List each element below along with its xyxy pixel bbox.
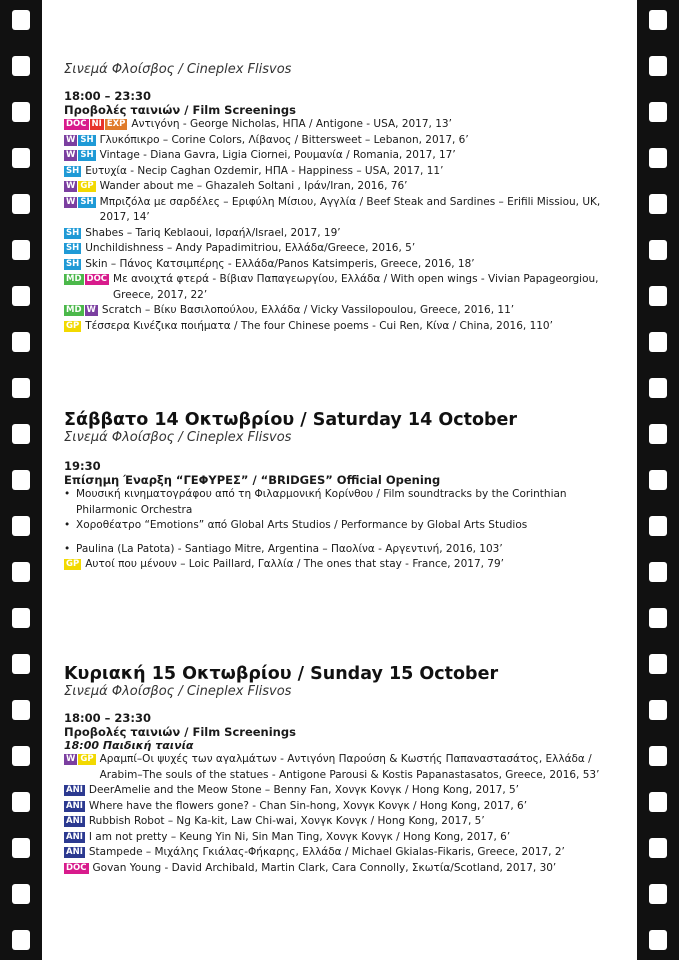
film-entry <box>64 783 624 799</box>
film-entry <box>64 814 624 830</box>
film-entry-text: Scratch – Βίκυ Βασιλοπούλου, Ελλάδα / Vicky Vassilopoulou, Greece, 2016, 11’ <box>101 304 515 316</box>
film-entry <box>64 799 624 815</box>
category-badge-sh: SH <box>66 258 80 269</box>
category-badge-doc: DOC <box>86 274 108 284</box>
film-perforation <box>649 56 667 76</box>
category-badge-sh: SH <box>80 134 94 145</box>
category-badge-gp: GP <box>80 181 94 191</box>
category-badges <box>64 845 85 858</box>
category-badges <box>64 241 81 254</box>
film-entry <box>64 195 624 226</box>
film-entry <box>64 272 624 303</box>
category-badge-gp: GP <box>66 320 80 331</box>
film-perforation <box>12 424 30 444</box>
venue-label: Σινεμά Φλοίσβος / Cineplex Flisvos <box>64 430 292 445</box>
film-entry-text: Skin – Πάνος Κατσιμπέρης - Ελλάδα/Panos Katsimperis, Greece, 2016, 18’ <box>85 257 475 270</box>
film-list <box>64 557 624 573</box>
category-badge-ani: ANI <box>66 831 83 842</box>
category-badge-ani: ANI <box>66 800 83 811</box>
film-perforation <box>12 332 30 352</box>
time-range: 18:00 – 23:30 <box>64 89 151 103</box>
category-badges <box>64 752 96 765</box>
film-entry-text: Vintage - Diana Gavra, Ligia Ciornei, Ρουμανία / Romania, 2017, 17’ <box>99 149 456 161</box>
time-range: 18:00 – 23:30 <box>64 711 151 725</box>
category-badge-sh: SH <box>66 227 80 238</box>
category-badges <box>64 117 127 130</box>
film-entry <box>64 319 624 335</box>
film-entry <box>64 861 624 877</box>
film-strip-right <box>637 0 679 960</box>
film-perforation <box>12 884 30 904</box>
film-entry-text: Γλυκόπικρο – Corine Colors, Λίβανος / Bittersweet – Lebanon, 2017, 6’ <box>99 133 469 146</box>
film-entry-text: Wander about me – Ghazaleh Soltani , Ιράν/Iran, 2016, 76’ <box>99 180 408 192</box>
category-badges <box>64 164 81 177</box>
film-perforation <box>649 194 667 214</box>
film-perforation <box>12 102 30 122</box>
film-list <box>64 752 624 876</box>
film-perforation <box>12 286 30 306</box>
film-entry <box>64 557 624 573</box>
day-title: Κυριακή 15 Οκτωβρίου / Sunday 15 October <box>64 664 499 684</box>
category-badges <box>64 179 96 192</box>
film-perforation <box>12 516 30 536</box>
category-badge-doc: DOC <box>66 119 87 129</box>
category-badge-ani: ANI <box>66 816 83 826</box>
category-badge-doc: DOC <box>66 862 87 873</box>
category-badge-w: W <box>86 305 96 315</box>
film-perforation <box>12 700 30 720</box>
film-entry <box>64 179 624 195</box>
film-perforation <box>649 746 667 766</box>
category-badge-sh: SH <box>66 243 80 253</box>
film-perforation <box>649 654 667 674</box>
category-badge-w: W <box>66 181 76 191</box>
film-perforation <box>649 424 667 444</box>
list-item: • Χοροθέατρο “Emotions” από Global Arts Studios / Performance by Global Arts Studios <box>64 519 528 531</box>
film-entry-text: Αυτοί που μένουν – Loic Paillard, Γαλλία / The ones that stay - France, 2017, 79’ <box>85 558 504 570</box>
film-entry <box>64 752 624 783</box>
film-perforation <box>12 654 30 674</box>
category-badge-md: MD <box>66 305 82 315</box>
film-perforation <box>649 470 667 490</box>
category-badge-w: W <box>66 134 76 145</box>
film-perforation <box>649 332 667 352</box>
category-badges <box>64 814 85 827</box>
category-badge-gp: GP <box>66 559 80 569</box>
list-item: • Μουσική κινηματογράφου από τη Φιλαρμονική Κορίνθου / Film soundtracks by the Corinthian Philarmonic Orchestra <box>64 488 567 516</box>
film-perforation <box>12 838 30 858</box>
film-list <box>64 117 624 334</box>
film-perforation <box>649 240 667 260</box>
film-perforation <box>12 792 30 812</box>
film-entry <box>64 164 624 180</box>
film-entry <box>64 148 624 164</box>
category-badge-sh: SH <box>66 165 80 176</box>
film-perforation <box>649 148 667 168</box>
film-entry-text: I am not pretty – Keung Yin Ni, Sin Man Ting, Χονγκ Κονγκ / Hong Kong, 2017, 6’ <box>88 830 511 843</box>
film-entry-text: Rubbish Robot – Ng Ka-kit, Law Chi-wai, Χονγκ Κονγκ / Hong Kong, 2017, 5’ <box>88 815 485 827</box>
film-perforation <box>12 746 30 766</box>
film-strip-left <box>0 0 42 960</box>
time-label: 19:30 <box>64 459 101 473</box>
film-entry-text: Τέσσερα Κινέζικα ποιήματα / The four Chinese poems - Cui Ren, Κίνα / China, 2016, 110’ <box>85 319 553 332</box>
category-badges <box>64 861 89 874</box>
film-entry-text: Ευτυχία - Necip Caghan Ozdemir, ΗΠΑ - Happiness – USA, 2017, 11’ <box>85 164 444 177</box>
category-badge-sh: SH <box>80 196 94 207</box>
film-perforation <box>12 194 30 214</box>
film-perforation <box>12 470 30 490</box>
category-badge-gp: GP <box>80 754 94 764</box>
film-perforation <box>649 838 667 858</box>
category-badges <box>64 319 81 332</box>
film-entry-text: Μπριζόλα με σαρδέλες – Εριφύλη Μίσιου, Αγγλία / Beef Steak and Sardines – Erifili Missiou, UK, 2017, 14’ <box>99 195 601 223</box>
film-entry <box>64 226 624 242</box>
venue-label: Σινεμά Φλοίσβος / Cineplex Flisvos <box>64 62 292 77</box>
category-badges <box>64 783 85 796</box>
film-entry-text: Stampede – Μιχάλης Γκιάλας-Φήκαρης, Ελλάδα / Michael Gkialas-Fikaris, Greece, 2017, 2’ <box>88 846 565 858</box>
category-badges <box>64 133 96 146</box>
day-title: Σάββατο 14 Οκτωβρίου / Saturday 14 October <box>64 410 518 430</box>
section-heading: Προβολές ταινιών / Film Screenings <box>64 103 296 117</box>
section-day-2 <box>64 410 624 573</box>
section-heading: Επίσημη Έναρξη “ΓΕΦΥΡΕΣ” / “BRIDGES” Official Opening <box>64 473 441 487</box>
category-badge-w: W <box>66 754 76 764</box>
film-entry <box>64 257 624 273</box>
category-badges <box>64 303 98 316</box>
category-badge-w: W <box>66 150 76 160</box>
film-entry-text: Govan Young - David Archibald, Martin Clark, Cara Connolly, Σκωτία/Scotland, 2017, 30’ <box>92 861 557 874</box>
film-perforation <box>649 10 667 30</box>
film-entry <box>64 117 624 133</box>
film-entry-text: Shabes – Tariq Keblaoui, Ισραήλ/Israel, 2017, 19’ <box>85 226 341 239</box>
film-entry <box>64 133 624 149</box>
film-perforation <box>12 562 30 582</box>
category-badge-sh: SH <box>80 150 94 160</box>
film-entry <box>64 845 624 861</box>
category-badges <box>64 226 81 239</box>
category-badge-ani: ANI <box>66 785 83 795</box>
venue-label: Σινεμά Φλοίσβος / Cineplex Flisvos <box>64 684 292 699</box>
film-perforation <box>649 562 667 582</box>
subheading: 18:00 Παιδική ταινία <box>64 739 194 752</box>
film-entry <box>64 241 624 257</box>
category-badges <box>64 799 85 812</box>
film-perforation <box>12 930 30 950</box>
category-badge-md: MD <box>66 274 82 284</box>
list-item: • Paulina (La Patota) - Santiago Mitre, Argentina – Παολίνα - Αργεντινή, 2016, 103’ <box>64 542 503 555</box>
film-perforation <box>12 56 30 76</box>
category-badges <box>64 272 109 285</box>
film-entry-text: DeerAmelie and the Meow Stone – Benny Fan, Χονγκ Κονγκ / Hong Kong, 2017, 5’ <box>88 784 520 796</box>
category-badges <box>64 195 96 208</box>
category-badges <box>64 557 81 570</box>
film-perforation <box>649 378 667 398</box>
section-heading: Προβολές ταινιών / Film Screenings <box>64 725 296 739</box>
film-entry <box>64 303 624 319</box>
category-badges <box>64 257 81 270</box>
category-badge-ani: ANI <box>66 847 83 857</box>
film-entry-text: Where have the flowers gone? - Chan Sin-hong, Χονγκ Κονγκ / Hong Kong, 2017, 6’ <box>88 799 528 812</box>
film-entry-text: Με ανοιχτά φτερά - Βίβιαν Παπαγεωργίου, Ελλάδα / With open wings - Vivian Papageorgiou, Greece, 2017, 22’ <box>113 273 599 301</box>
film-entry-text: Αντιγόνη - George Nicholas, ΗΠΑ / Antigone - USA, 2017, 13’ <box>131 118 452 130</box>
category-badge-exp: EXP <box>106 119 126 129</box>
film-perforation <box>12 10 30 30</box>
film-perforation <box>12 240 30 260</box>
film-perforation <box>649 516 667 536</box>
section-day-3 <box>64 664 624 876</box>
film-perforation <box>12 608 30 628</box>
category-badge-ni: NI <box>91 119 102 129</box>
film-perforation <box>649 608 667 628</box>
section-day-1 <box>64 62 624 334</box>
film-perforation <box>649 930 667 950</box>
film-entry-text: Unchildishness – Andy Papadimitriou, Ελλάδα/Greece, 2016, 5’ <box>85 242 416 254</box>
film-perforation <box>649 286 667 306</box>
film-perforation <box>649 700 667 720</box>
category-badges <box>64 148 96 161</box>
film-perforation <box>12 378 30 398</box>
film-perforation <box>649 884 667 904</box>
film-entry <box>64 830 624 846</box>
category-badge-w: W <box>66 196 76 207</box>
film-perforation <box>12 148 30 168</box>
film-perforation <box>649 102 667 122</box>
category-badges <box>64 830 85 843</box>
film-perforation <box>649 792 667 812</box>
film-entry-text: Αραμπί–Οι ψυχές των αγαλμάτων - Αντιγόνη Παρούση & Κωστής Παπαναστασάτος, Ελλάδα / Arabim–The souls of the statues - Antigone Parousi & Kostis Papanastasatos, Greece, 2016, 53’ <box>99 753 600 781</box>
